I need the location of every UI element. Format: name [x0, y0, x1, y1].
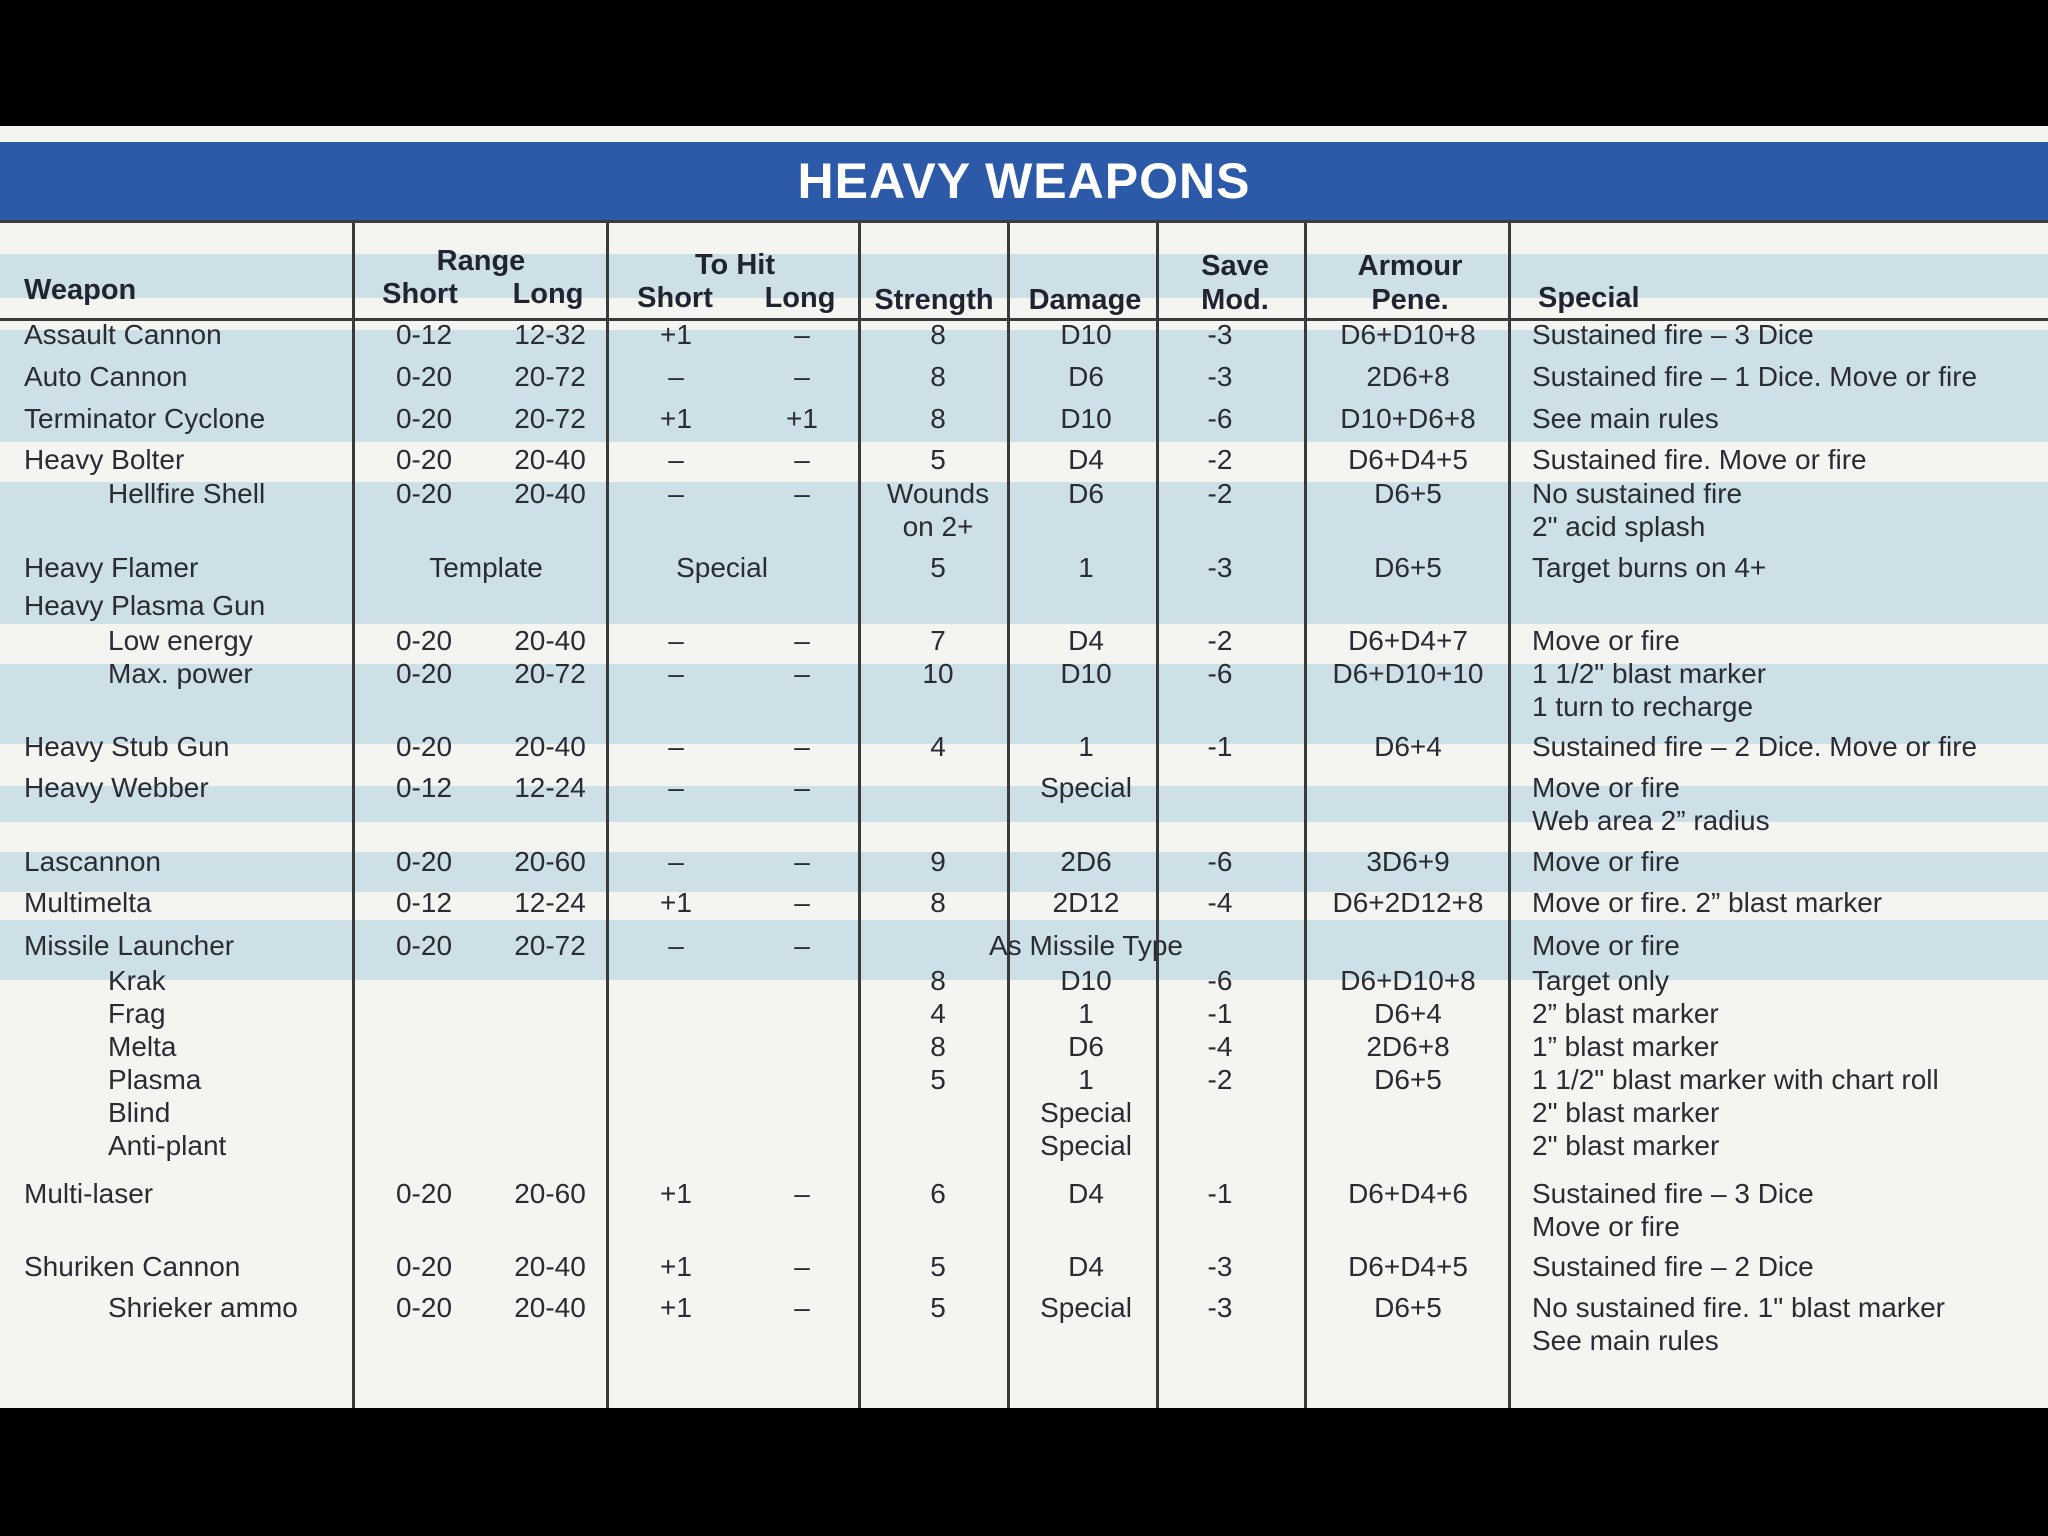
armour-pene: D6+5 — [1374, 478, 1442, 509]
armour-pene: D6+D4+6 — [1348, 1178, 1468, 1209]
strength: 9 — [930, 846, 946, 877]
damage: D10 — [1060, 403, 1112, 434]
special-text: 1 1/2" blast marker with chart roll — [1532, 1064, 1939, 1095]
range-long: 20-40 — [514, 444, 586, 475]
special-text-line2: Web area 2” radius — [1532, 805, 1770, 836]
hit-long: – — [794, 444, 810, 475]
special-text: Move or fire — [1532, 625, 1680, 656]
column-header-special: Special — [1538, 282, 1640, 314]
range-long: 20-60 — [514, 846, 586, 877]
damage: D4 — [1068, 444, 1104, 475]
range-short: 0-12 — [395, 772, 453, 803]
hit-short: – — [668, 658, 684, 689]
hit-long: – — [794, 478, 810, 509]
column-rule — [1007, 223, 1010, 1408]
strength: 8 — [930, 403, 946, 434]
damage: D4 — [1068, 1178, 1104, 1209]
armour-pene: D6+D10+8 — [1340, 965, 1476, 996]
column-header-damage: Damage — [1028, 284, 1142, 316]
range-short: 0-20 — [395, 658, 453, 689]
weapon-name: Assault Cannon — [24, 319, 222, 350]
heavy-weapons-sheet — [0, 126, 2048, 1408]
weapon-name: Shuriken Cannon — [24, 1251, 241, 1282]
armour-pene: D6+5 — [1374, 552, 1442, 583]
weapon-subtype: Anti-plant — [108, 1130, 227, 1161]
strength: 8 — [930, 965, 946, 996]
hit-long: – — [794, 1292, 810, 1323]
damage: 1 — [1078, 998, 1094, 1029]
special-text: Target burns on 4+ — [1532, 552, 1767, 583]
damage: 1 — [1078, 1064, 1094, 1095]
special-text: Sustained fire – 3 Dice — [1532, 319, 1814, 350]
save-mod: -1 — [1207, 998, 1233, 1029]
save-mod: -2 — [1207, 478, 1233, 509]
strength: 5 — [930, 444, 946, 475]
armour-pene: D6+4 — [1374, 998, 1442, 1029]
special-text: No sustained fire — [1532, 478, 1743, 509]
strength: 10 — [922, 658, 954, 689]
special-text: 2" blast marker — [1532, 1097, 1720, 1128]
range-short: 0-20 — [395, 1178, 453, 1209]
hit-short: +1 — [660, 1178, 692, 1209]
range-short: 0-20 — [395, 403, 453, 434]
range-merged: Template — [429, 552, 543, 583]
damage: D6 — [1068, 361, 1104, 392]
strength: 4 — [930, 731, 946, 762]
range-short: 0-12 — [395, 319, 453, 350]
damage: D10 — [1060, 658, 1112, 689]
save-mod: -6 — [1207, 403, 1233, 434]
range-long: 20-72 — [514, 930, 586, 961]
range-long: 20-72 — [514, 361, 586, 392]
save-mod: -4 — [1207, 887, 1233, 918]
weapon-name: Multi-laser — [24, 1178, 154, 1209]
strength: 4 — [930, 998, 946, 1029]
strength: 7 — [930, 625, 946, 656]
armour-pene: D6+2D12+8 — [1332, 887, 1484, 918]
armour-pene: D6+D4+5 — [1348, 1251, 1468, 1282]
damage: Special — [1040, 1130, 1132, 1161]
special-text: 2" blast marker — [1532, 1130, 1720, 1161]
column-header-strength: Strength — [874, 284, 994, 316]
stats-merged: Special — [1040, 772, 1132, 803]
special-text: 1” blast marker — [1532, 1031, 1719, 1062]
hit-short: +1 — [660, 1292, 692, 1323]
weapon-subtype: Frag — [108, 998, 166, 1029]
strength: 5 — [930, 1292, 946, 1323]
weapon-name: Missile Launcher — [24, 930, 235, 961]
column-header-hit-long: Long — [764, 282, 836, 314]
strength: 8 — [930, 319, 946, 350]
strength: 5 — [930, 1064, 946, 1095]
damage: 1 — [1078, 552, 1094, 583]
hit-long: – — [794, 846, 810, 877]
hit-short: – — [668, 772, 684, 803]
special-text: Move or fire — [1532, 930, 1680, 961]
range-long: 20-72 — [514, 658, 586, 689]
special-text-line2: See main rules — [1532, 1325, 1719, 1356]
special-text: Sustained fire – 2 Dice — [1532, 1251, 1814, 1282]
strength-line2: on 2+ — [902, 511, 974, 542]
range-long: 12-32 — [514, 319, 586, 350]
range-long: 12-24 — [514, 887, 586, 918]
hit-short: – — [668, 930, 684, 961]
damage: 2D6 — [1060, 846, 1112, 877]
armour-pene: D6+D10+10 — [1332, 658, 1484, 689]
damage: 2D12 — [1052, 887, 1120, 918]
armour-pene: D10+D6+8 — [1340, 403, 1476, 434]
strength: 5 — [930, 552, 946, 583]
strength: 5 — [930, 1251, 946, 1282]
hit-short: – — [668, 731, 684, 762]
strength: 8 — [930, 361, 946, 392]
range-long: 20-60 — [514, 1178, 586, 1209]
special-text: Move or fire — [1532, 846, 1680, 877]
hit-merged: Special — [676, 552, 768, 583]
range-short: 0-20 — [395, 444, 453, 475]
weapons-table — [0, 126, 2048, 1408]
range-short: 0-20 — [395, 361, 453, 392]
save-mod: -1 — [1207, 1178, 1233, 1209]
armour-pene: 2D6+8 — [1366, 1031, 1450, 1062]
armour-pene: 2D6+8 — [1366, 361, 1450, 392]
hit-long: – — [794, 625, 810, 656]
save-mod: -2 — [1207, 444, 1233, 475]
special-text-line2: Move or fire — [1532, 1211, 1680, 1242]
damage: D4 — [1068, 1251, 1104, 1282]
armour-pene: D6+D4+5 — [1348, 444, 1468, 475]
special-text-line2: 1 turn to recharge — [1532, 691, 1754, 722]
weapon-name: Heavy Stub Gun — [24, 731, 230, 762]
hit-long: – — [794, 1178, 810, 1209]
armour-pene: 3D6+9 — [1366, 846, 1450, 877]
weapon-name: Heavy Flamer — [24, 552, 199, 583]
damage: D10 — [1060, 965, 1112, 996]
column-rule — [1508, 223, 1511, 1408]
weapon-name: Heavy Bolter — [24, 444, 185, 475]
special-text: Sustained fire – 2 Dice. Move or fire — [1532, 731, 1978, 762]
damage: D6 — [1068, 478, 1104, 509]
special-text: 2” blast marker — [1532, 998, 1719, 1029]
special-text: Sustained fire – 3 Dice — [1532, 1178, 1814, 1209]
strength: 8 — [930, 887, 946, 918]
weapon-subtype: Hellfire Shell — [108, 478, 266, 509]
armour-pene: D6+5 — [1374, 1064, 1442, 1095]
range-short: 0-12 — [395, 887, 453, 918]
strength: 8 — [930, 1031, 946, 1062]
weapon-subtype: Blind — [108, 1097, 171, 1128]
special-text: No sustained fire. 1" blast marker — [1532, 1292, 1945, 1323]
save-mod: -3 — [1207, 1292, 1233, 1323]
range-short: 0-20 — [395, 1251, 453, 1282]
column-rule — [1156, 223, 1159, 1408]
hit-short: – — [668, 625, 684, 656]
save-mod: -6 — [1207, 658, 1233, 689]
hit-short: +1 — [660, 403, 692, 434]
save-mod: -2 — [1207, 1064, 1233, 1095]
range-long: 20-40 — [514, 731, 586, 762]
column-header-armour-pene: Pene. — [1371, 284, 1449, 316]
column-rule — [606, 223, 609, 1408]
weapon-subtype: Plasma — [108, 1064, 202, 1095]
damage: 1 — [1078, 731, 1094, 762]
range-short: 0-20 — [395, 625, 453, 656]
save-mod: -4 — [1207, 1031, 1233, 1062]
stats-merged: As Missile Type — [989, 930, 1183, 961]
armour-pene: D6+4 — [1374, 731, 1442, 762]
strength: Wounds — [886, 478, 990, 509]
weapon-name: Auto Cannon — [24, 361, 188, 392]
range-short: 0-20 — [395, 930, 453, 961]
column-header-weapon: Weapon — [24, 274, 137, 306]
hit-short: – — [668, 444, 684, 475]
weapon-subtype: Krak — [108, 965, 166, 996]
weapon-name: Heavy Webber — [24, 772, 209, 803]
special-text: 1 1/2" blast marker — [1532, 658, 1767, 689]
range-short: 0-20 — [395, 846, 453, 877]
weapon-name: Lascannon — [24, 846, 162, 877]
save-mod: -6 — [1207, 965, 1233, 996]
column-header-range-short: Short — [382, 278, 458, 310]
column-rule — [1304, 223, 1307, 1408]
weapon-subtype: Max. power — [108, 658, 253, 689]
strength: 6 — [930, 1178, 946, 1209]
column-header-save: Save — [1201, 250, 1269, 282]
column-rule — [858, 223, 861, 1408]
weapon-name: Multimelta — [24, 887, 152, 918]
weapon-name: Heavy Plasma Gun — [24, 590, 266, 621]
column-header-to-hit: To Hit — [695, 249, 775, 281]
hit-long: – — [794, 887, 810, 918]
hit-long: – — [794, 772, 810, 803]
column-header-save-mod: Mod. — [1201, 284, 1269, 316]
special-text: See main rules — [1532, 403, 1719, 434]
column-rule — [352, 223, 355, 1408]
hit-long: – — [794, 1251, 810, 1282]
special-text: Target only — [1532, 965, 1669, 996]
range-short: 0-20 — [395, 731, 453, 762]
special-text-line2: 2" acid splash — [1532, 511, 1706, 542]
range-long: 20-40 — [514, 478, 586, 509]
save-mod: -2 — [1207, 625, 1233, 656]
column-header-range: Range — [436, 245, 526, 277]
range-short: 0-20 — [395, 478, 453, 509]
save-mod: -1 — [1207, 731, 1233, 762]
hit-long: – — [794, 319, 810, 350]
range-long: 20-40 — [514, 1292, 586, 1323]
damage: Special — [1040, 1097, 1132, 1128]
save-mod: -3 — [1207, 1251, 1233, 1282]
hit-long: – — [794, 361, 810, 392]
range-long: 20-40 — [514, 1251, 586, 1282]
armour-pene: D6+D4+7 — [1348, 625, 1468, 656]
save-mod: -3 — [1207, 319, 1233, 350]
hit-long: – — [794, 930, 810, 961]
column-header-hit-short: Short — [637, 282, 713, 314]
range-long: 20-72 — [514, 403, 586, 434]
hit-short: – — [668, 478, 684, 509]
column-header-range-long: Long — [512, 278, 584, 310]
damage: D6 — [1068, 1031, 1104, 1062]
range-long: 12-24 — [514, 772, 586, 803]
special-text: Sustained fire – 1 Dice. Move or fire — [1532, 361, 1978, 392]
range-long: 20-40 — [514, 625, 586, 656]
weapon-name: Terminator Cyclone — [24, 403, 266, 434]
save-mod: -3 — [1207, 361, 1233, 392]
damage: D10 — [1060, 319, 1112, 350]
hit-short: +1 — [660, 887, 692, 918]
damage: Special — [1040, 1292, 1132, 1323]
weapon-subtype: Low energy — [108, 625, 253, 656]
title-banner: HEAVY WEAPONS — [0, 142, 2048, 220]
hit-short: +1 — [660, 319, 692, 350]
armour-pene: D6+D10+8 — [1340, 319, 1476, 350]
hit-long: – — [794, 731, 810, 762]
hit-short: – — [668, 361, 684, 392]
range-short: 0-20 — [395, 1292, 453, 1323]
save-mod: -3 — [1207, 552, 1233, 583]
column-header-armour: Armour — [1357, 250, 1463, 282]
special-text: Sustained fire. Move or fire — [1532, 444, 1867, 475]
hit-long: +1 — [786, 403, 818, 434]
special-text: Move or fire — [1532, 772, 1680, 803]
damage: D4 — [1068, 625, 1104, 656]
special-text: Move or fire. 2” blast marker — [1532, 887, 1883, 918]
armour-pene: D6+5 — [1374, 1292, 1442, 1323]
hit-short: +1 — [660, 1251, 692, 1282]
save-mod: -6 — [1207, 846, 1233, 877]
weapon-subtype: Melta — [108, 1031, 177, 1062]
hit-long: – — [794, 658, 810, 689]
hit-short: – — [668, 846, 684, 877]
weapon-subtype: Shrieker ammo — [108, 1292, 298, 1323]
